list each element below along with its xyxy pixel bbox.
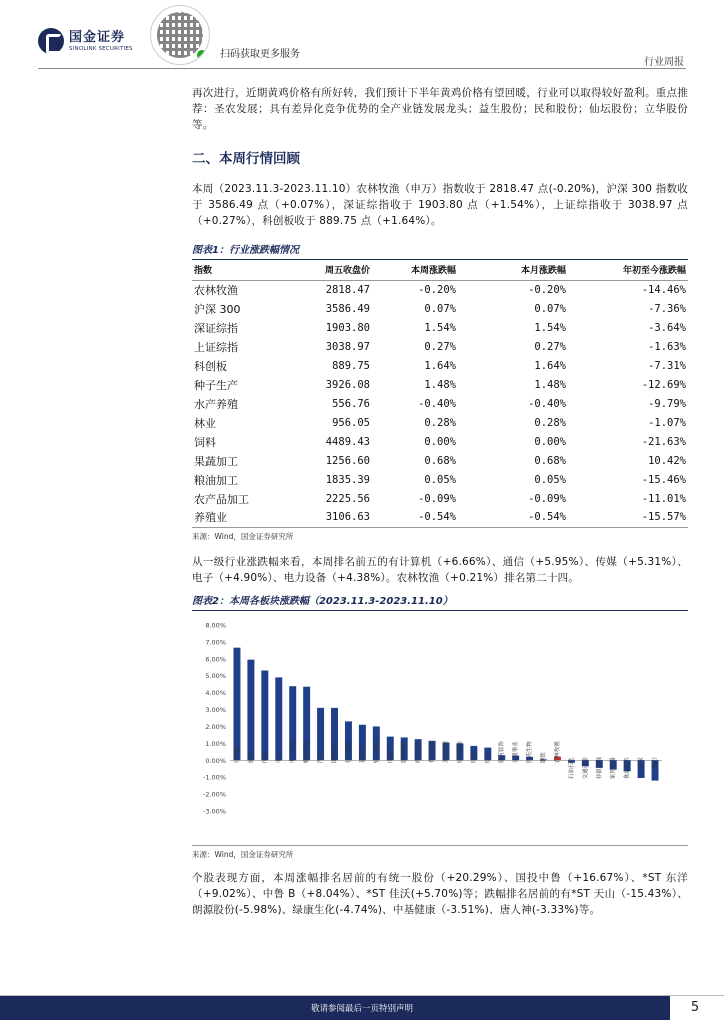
category-label: 钢铁 (541, 751, 548, 763)
y-tick-label: -3.00% (203, 807, 226, 815)
table-row (192, 489, 688, 508)
y-tick-label: 1.00% (205, 739, 226, 748)
category-label: 银行 (652, 756, 659, 768)
cell-ytd-change: -9.79% (648, 397, 686, 410)
page-header (0, 0, 724, 72)
cell-month-change: 0.07% (534, 302, 566, 315)
cell-ytd-change: -1.07% (648, 416, 686, 429)
category-label: 环保 (471, 751, 478, 763)
cell-index-name: 沪深 300 (194, 302, 241, 316)
logo-en-text: SINOLINK SECURITIES (69, 45, 133, 52)
qr-code-icon[interactable] (150, 5, 210, 65)
cell-ytd-change: -3.64% (648, 321, 686, 334)
category-label: 食品饮料 (624, 756, 631, 779)
cell-month-change: 0.00% (534, 435, 566, 448)
table-row (192, 318, 688, 337)
qr-caption: 扫码获取更多服务 (220, 49, 300, 60)
category-label: 通信 (248, 751, 255, 763)
cell-close: 2818.47 (325, 283, 370, 296)
cell-close: 3106.63 (292, 508, 372, 527)
cell-index-name: 林业 (194, 416, 216, 430)
cell-index-name: 饲料 (194, 435, 216, 449)
category-label: 医药生物 (527, 740, 534, 763)
table-row (192, 337, 688, 356)
cell-index-name: 种子生产 (194, 378, 238, 392)
category-label: 纺织服饰 (457, 740, 464, 763)
figure1-title: 图表1：行业涨跌幅情况 (192, 241, 688, 260)
table-row (192, 413, 688, 432)
cell-index-name: 粮油加工 (194, 473, 238, 487)
category-label: 商贸零售 (415, 740, 422, 763)
logo-cn-text: 国金证券 (69, 29, 126, 45)
cell-month-change: 1.54% (534, 321, 566, 334)
col-header-index: 指数 (192, 260, 292, 280)
cell-week-change: 0.28% (424, 416, 456, 429)
category-label: 电力设备 (290, 740, 297, 763)
cell-week-change: 0.05% (424, 473, 456, 486)
cell-month-change: -0.09% (528, 492, 566, 505)
cell-month-change: -0.54% (458, 508, 568, 527)
category-label: 社会服务 (345, 740, 352, 763)
main-content (192, 85, 688, 918)
y-tick-label: 0.00% (205, 756, 226, 765)
cell-month-change: 1.48% (534, 378, 566, 391)
cell-ytd-change: -1.63% (648, 340, 686, 353)
sector-chart (192, 615, 688, 837)
sinolink-logo (38, 28, 133, 54)
category-label: 农林牧渔 (554, 740, 561, 763)
cell-month-change: 0.28% (534, 416, 566, 429)
sector-bar-chart (192, 615, 688, 837)
cell-ytd-change: -14.46% (641, 283, 686, 296)
header-divider (38, 68, 686, 69)
section-title: 二、本周行情回顾 (192, 151, 300, 167)
category-label: 传媒 (262, 751, 269, 763)
table-row (192, 451, 688, 470)
category-label: 基础化工 (359, 740, 366, 763)
stock-paragraph: 个股表现方面，本周涨幅排名居前的有统一股份（+20.29%）、国投中鲁（+16.67%）、*ST 东洋（+9.02%）、中鲁 B（+8.04%）、*ST 佳沃(+5.70%)等；跌幅排名居前的有*ST 天山（-15.43%）、朗源股份(-5.98%)、绿康生化(-4.74%)、中基健康（-3.51%)、唐人神(-3.33%)等。 (192, 871, 688, 916)
cell-index-name: 科创板 (194, 359, 227, 373)
y-tick-label: 3.00% (205, 705, 226, 714)
cell-month-change: -0.20% (528, 283, 566, 296)
cell-close: 4489.43 (325, 435, 370, 448)
category-label: 非银金融 (596, 756, 603, 779)
y-tick-label: 4.00% (205, 688, 226, 697)
category-label: 有色金属 (429, 740, 436, 763)
cell-week-change: 1.64% (424, 359, 456, 372)
report-type: 行业周报 (644, 57, 684, 68)
cell-week-change: -0.09% (418, 492, 456, 505)
bar-3 (275, 677, 282, 760)
cell-ytd-change: 10.42% (648, 454, 686, 467)
figure2-title: 图表2：本周各板块涨跌幅（2023.11.3-2023.11.10） (192, 592, 688, 611)
cell-index-name: 深证综指 (194, 321, 238, 335)
figure2-bottom-rule (192, 845, 688, 846)
page-number: 5 (690, 1000, 700, 1015)
cell-month-change: 0.68% (534, 454, 566, 467)
cell-week-change: 0.68% (424, 454, 456, 467)
cell-week-change: 1.48% (424, 378, 456, 391)
cell-ytd-change: -15.57% (568, 508, 688, 527)
category-label: 国防军工 (332, 740, 339, 763)
category-label: 计算机 (234, 746, 241, 763)
cell-close: 2225.56 (325, 492, 370, 505)
industry-change-table (192, 260, 688, 528)
table-row (192, 299, 688, 318)
cell-ytd-change: -12.69% (641, 378, 686, 391)
col-header-week: 本周涨跌幅 (372, 260, 458, 280)
y-tick-label: 8.00% (205, 621, 226, 629)
cell-ytd-change: -7.31% (648, 359, 686, 372)
cell-close: 1903.80 (325, 321, 370, 334)
y-tick-label: -2.00% (203, 790, 226, 799)
category-label: 家用电器 (610, 756, 617, 779)
bar-1 (247, 659, 254, 760)
table-row (192, 280, 688, 299)
cell-week-change: 0.07% (424, 302, 456, 315)
category-label: 汽车 (318, 751, 325, 763)
table-row (192, 432, 688, 451)
intro-paragraph: 再次进行，近期黄鸡价格有所好转，我们预计下半年黄鸡价格有望回暖，行业可以取得较好盈利。重点推荐：圣农发展；具有差异化竞争优势的全产业链发展龙头；益生股份；民和股份；仙坛股份；立华股份等。 (192, 87, 688, 131)
category-label: 美容护理 (443, 740, 450, 763)
cell-ytd-change: -7.36% (648, 302, 686, 315)
category-label: 综合 (485, 751, 492, 763)
col-header-close: 周五收盘价 (292, 260, 372, 280)
col-header-month: 本月涨跌幅 (458, 260, 568, 280)
cell-month-change: 0.05% (534, 473, 566, 486)
cell-ytd-change: -11.01% (641, 492, 686, 505)
cell-month-change: -0.40% (528, 397, 566, 410)
cell-week-change: -0.20% (418, 283, 456, 296)
cell-close: 3038.97 (325, 340, 370, 353)
logo-mark-icon (38, 28, 64, 54)
cell-index-name: 果蔬加工 (194, 454, 238, 468)
cell-week-change: -0.40% (418, 397, 456, 410)
cell-close: 1256.60 (325, 454, 370, 467)
category-label: 房地产 (387, 746, 394, 763)
category-label: 煤炭 (638, 756, 645, 768)
category-label: 建筑材料 (401, 740, 408, 763)
market-paragraph: 本周（2023.11.3-2023.11.10）农林牧渔（申万）指数收于 2818.47 点(-0.20%)，沪深 300 指数收于 3586.49 点（+0.07%），深证综指收于 1903.80 点（+1.54%），上证综指收于 3038.97 点（+0.27%），科创板收于 889.75 点（+1.64%）。 (192, 183, 688, 227)
cell-index-name: 上证综指 (194, 340, 238, 354)
col-header-ytd: 年初至今涨跌幅 (568, 260, 688, 280)
table-row (192, 375, 688, 394)
cell-week-change: 1.54% (424, 321, 456, 334)
bar-0 (233, 647, 240, 760)
cell-close: 3926.08 (325, 378, 370, 391)
y-tick-label: 5.00% (205, 671, 226, 680)
cell-week-change: -0.54% (372, 508, 458, 527)
ranking-paragraph: 从一级行业涨跌幅来看，本周排名前五的有计算机（+6.66%）、通信（+5.95%）、传媒（+5.31%）、电子（+4.90%）、电力设备（+4.38%）。农林牧渔（+0.21%）排名第二十四。 (192, 555, 688, 584)
cell-close: 3586.49 (325, 302, 370, 315)
category-label: 机械设备 (304, 740, 311, 763)
table-header-row (192, 260, 688, 280)
y-tick-label: 6.00% (205, 654, 226, 663)
y-tick-label: -1.00% (203, 773, 226, 782)
category-label: 交通运输 (582, 756, 589, 779)
cell-ytd-change: -21.63% (641, 435, 686, 448)
category-label: 石油石化 (568, 756, 575, 779)
cell-month-change: 0.27% (534, 340, 566, 353)
cell-ytd-change: -15.46% (641, 473, 686, 486)
category-label: 建筑装饰 (499, 740, 506, 763)
category-label: 轻工制造 (373, 740, 380, 763)
cell-month-change: 1.64% (534, 359, 566, 372)
y-tick-label: 2.00% (205, 722, 226, 731)
cell-index-name: 养殖业 (192, 508, 292, 527)
table-row (192, 394, 688, 413)
bar-2 (261, 670, 268, 760)
cell-index-name: 农产品加工 (194, 492, 249, 506)
category-label: 公用事业 (513, 740, 520, 763)
cell-week-change: 0.27% (424, 340, 456, 353)
footer-disclaimer: 敬请参阅最后一页特别声明 (310, 1004, 413, 1014)
cell-week-change: 0.00% (424, 435, 456, 448)
cell-close: 889.75 (332, 359, 370, 372)
figure2-source: 来源：Wind，国金证券研究所 (192, 849, 294, 859)
cell-close: 1835.39 (325, 473, 370, 486)
category-label: 电子 (276, 751, 283, 763)
table-row (192, 356, 688, 375)
table-row (192, 470, 688, 489)
table-row (192, 508, 688, 527)
y-tick-label: 7.00% (205, 637, 226, 646)
cell-index-name: 农林牧渔 (194, 283, 238, 297)
cell-index-name: 水产养殖 (194, 397, 238, 411)
cell-close: 956.05 (332, 416, 370, 429)
figure1-source: 来源：Wind，国金证券研究所 (192, 531, 294, 541)
wechat-badge-icon (197, 50, 207, 60)
cell-close: 556.76 (332, 397, 370, 410)
